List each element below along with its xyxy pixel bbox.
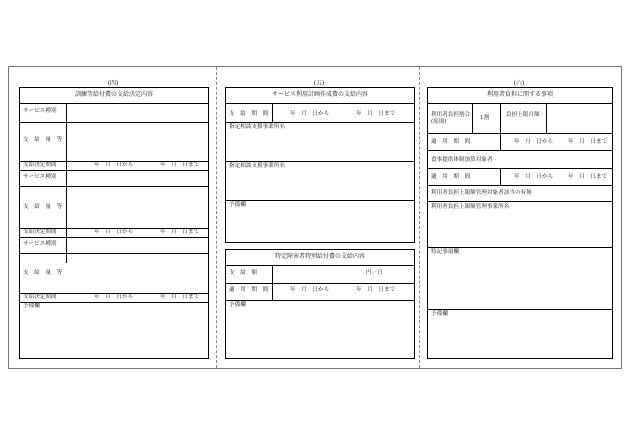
- panel5-box-upper: [225, 87, 415, 243]
- office-label: 指定相談支援事業所名: [229, 163, 285, 169]
- apply-period-label: 適 用 期 間: [229, 287, 269, 293]
- panel5-title: (五): [313, 80, 325, 87]
- special-label: 特記事項欄: [431, 249, 459, 255]
- date-from: 年 月 日から: [94, 229, 134, 235]
- date-to: 年 月 日まで: [568, 139, 608, 145]
- panel6-box: [427, 87, 613, 359]
- date-from: 年 月 日から: [94, 294, 134, 300]
- service-type-label: サービス種別: [23, 241, 57, 247]
- amount-label: 支 給 量 等: [23, 270, 63, 276]
- remarks-label: 予備欄: [431, 311, 448, 317]
- cap-office-label: 利用者負担上限額管理事業所名: [431, 204, 510, 210]
- date-to: 年 月 日まで: [356, 111, 396, 117]
- amount-label: 支 給 量 等: [23, 137, 63, 143]
- period-label: 支給決定期間: [23, 162, 57, 168]
- meal-target-label: 食事提供体制加算対象者: [431, 157, 493, 163]
- panel4-box: [19, 87, 209, 359]
- cap-mgmt-label: 利用者負担上限額管理対象者該当の有無: [431, 190, 532, 196]
- panel5-heading2: 特定障害者特別給付費の支給内容: [274, 253, 365, 260]
- period-label: 支給決定期間: [23, 294, 57, 300]
- panel4-title: (四): [107, 80, 119, 87]
- remarks-label: 予備欄: [23, 303, 40, 309]
- burden-cap-label: 負担上限月額: [506, 112, 540, 118]
- apply-period-label: 適 用 期 間: [431, 139, 471, 145]
- panel5-heading: サービス利用計画作成費の支給内容: [271, 91, 368, 98]
- panel4-heading: 訓練等給付費の支給決定内容: [74, 91, 153, 98]
- date-from: 年 月 日から: [94, 162, 134, 168]
- date-to: 年 月 日まで: [160, 294, 200, 300]
- date-to: 年 月 日まで: [160, 229, 200, 235]
- date-from: 年 月 日から: [514, 139, 554, 145]
- date-to: 年 月 日まで: [160, 162, 200, 168]
- service-type-label: サービス種別: [23, 108, 57, 114]
- office-label: 指定相談支援事業所名: [229, 124, 285, 130]
- panel6-heading: 利用者負担に関する事項: [486, 91, 553, 98]
- period-label: 支 給 期 間: [229, 111, 269, 117]
- date-from: 年 月 日から: [514, 174, 554, 180]
- date-from: 年 月 日から: [290, 111, 330, 117]
- burden-ratio-label: 利用者負担割合(原則): [431, 112, 471, 126]
- date-from: 年 月 日から: [290, 287, 330, 293]
- amount-label: 支 給 額: [229, 270, 257, 276]
- remarks-label: 予備欄: [229, 302, 246, 308]
- period-label: 支給決定期間: [23, 229, 57, 235]
- date-to: 年 月 日まで: [568, 174, 608, 180]
- panel5-box-lower: [225, 249, 415, 359]
- fold-line: [216, 67, 217, 368]
- service-type-label: サービス種別: [23, 174, 57, 180]
- apply-period-label: 適 用 期 間: [431, 174, 471, 180]
- remarks-label: 予備欄: [229, 202, 246, 208]
- ratio-value: 1割: [480, 115, 490, 121]
- fold-line: [419, 67, 420, 368]
- panel6-title: (六): [513, 80, 525, 87]
- amount-unit: 円／日: [366, 270, 383, 276]
- amount-label: 支 給 量 等: [23, 204, 63, 210]
- date-to: 年 月 日まで: [356, 287, 396, 293]
- form-sheet: [8, 66, 622, 369]
